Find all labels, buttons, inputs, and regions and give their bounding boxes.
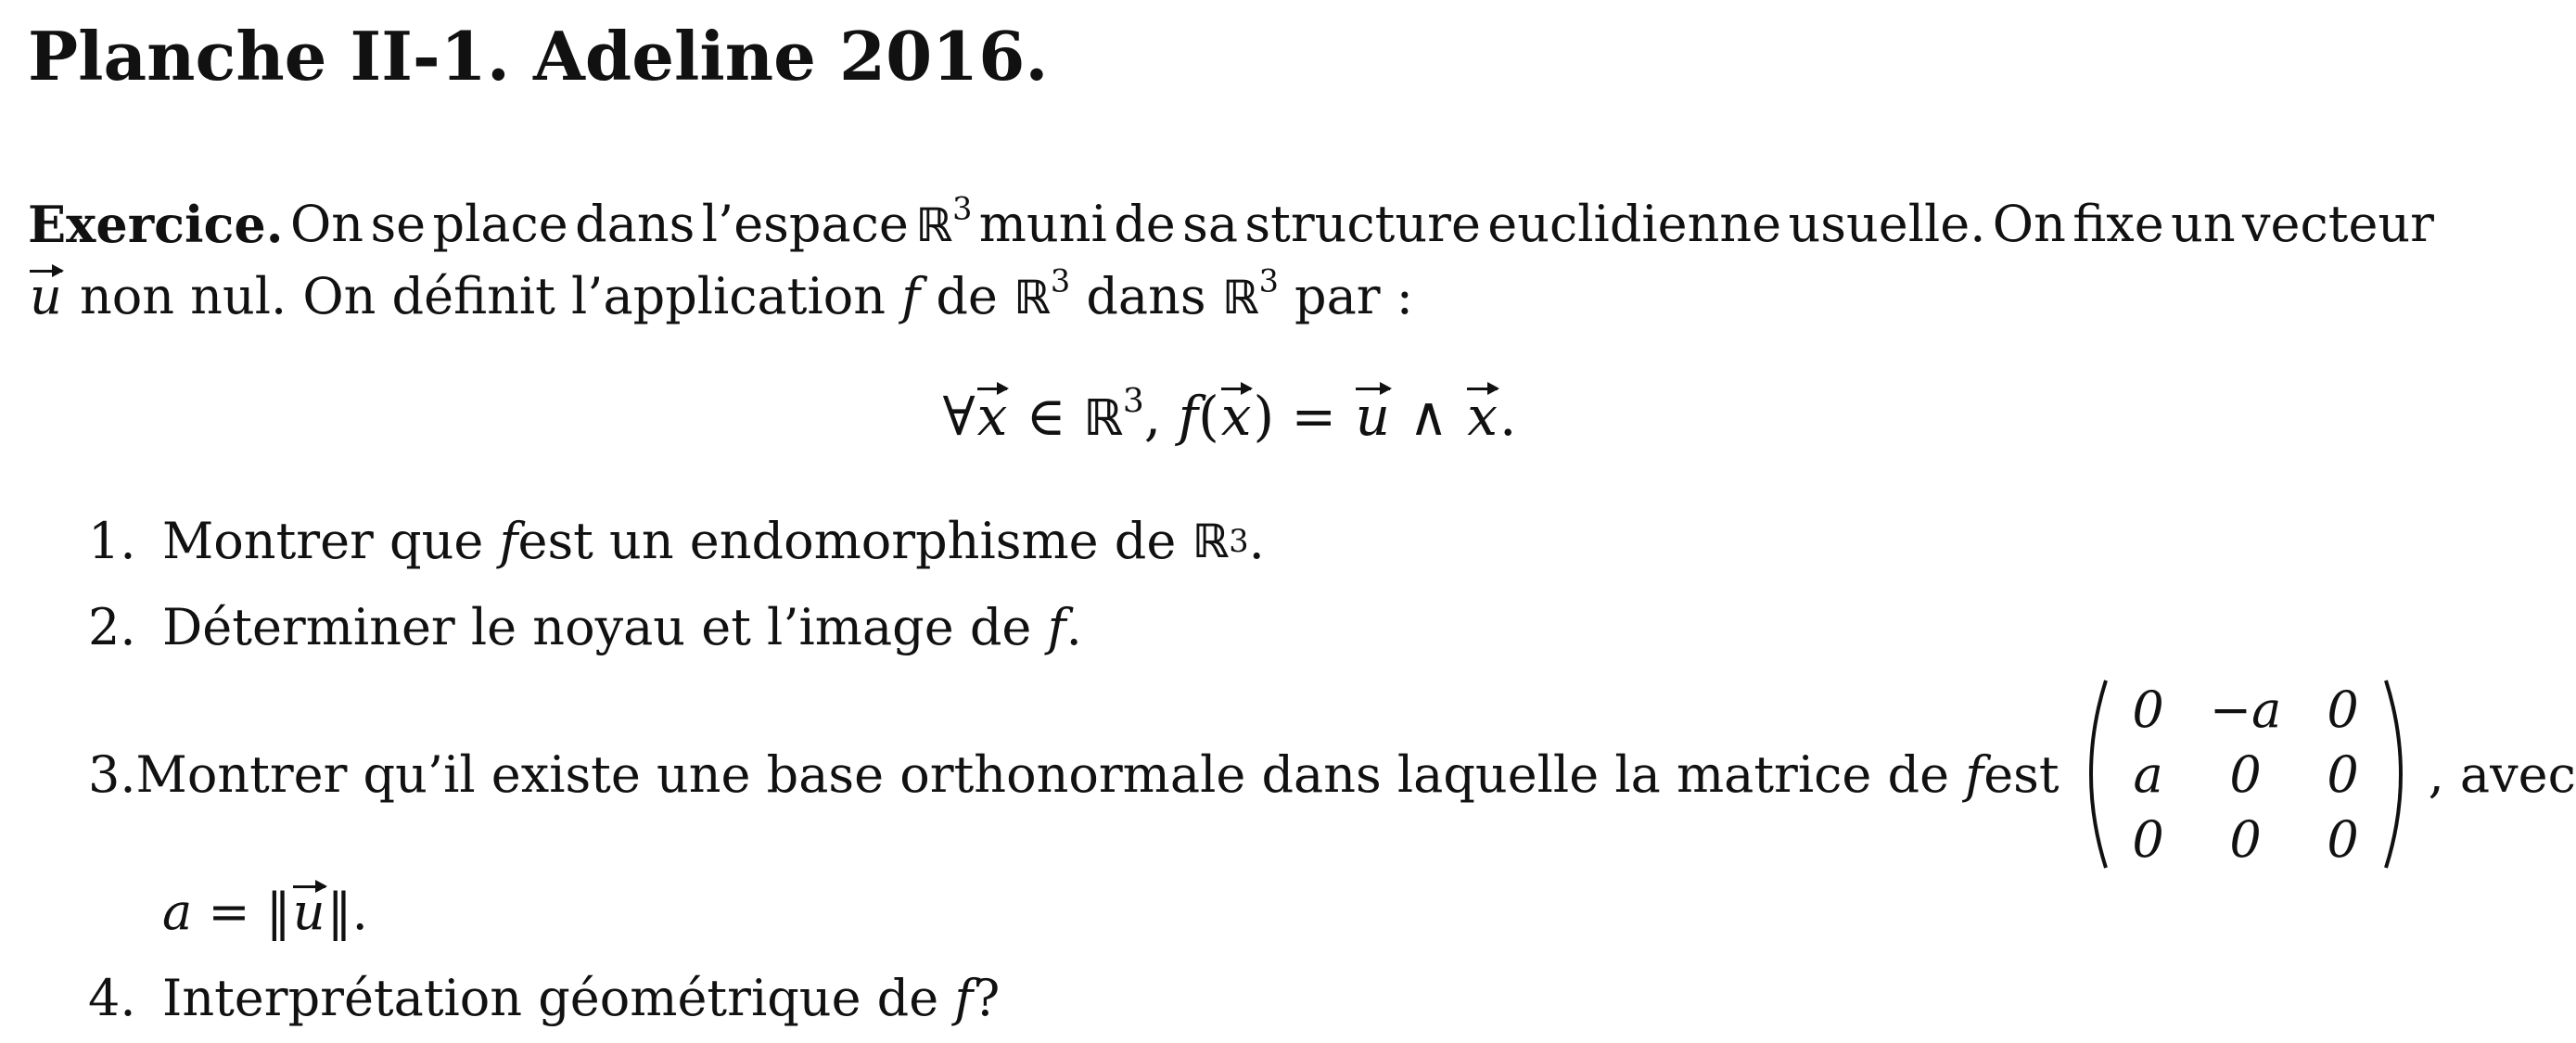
function-f: f	[1047, 598, 1066, 656]
paren: (	[1198, 385, 1219, 448]
word: muni	[978, 195, 1107, 253]
wedge: ∧	[1391, 385, 1466, 448]
vector-u: u	[1355, 385, 1390, 448]
matrix-entry: −a	[2209, 680, 2282, 739]
matrix	[2074, 677, 2417, 871]
word: place	[432, 195, 568, 253]
text: dans	[1070, 267, 1222, 325]
forall-symbol: ∀	[942, 385, 976, 448]
exercise-line-1	[28, 190, 2434, 254]
word: On	[289, 195, 364, 253]
word: structure	[1244, 195, 1481, 253]
question-3	[88, 677, 2576, 871]
function-f: f	[1965, 744, 1984, 804]
text: ‖.	[326, 883, 368, 941]
real-symbol: ℝ	[1192, 514, 1230, 568]
question-3-continuation	[162, 883, 368, 941]
question-4	[88, 969, 1000, 1027]
vector-x: x	[976, 385, 1008, 448]
text: est un endomorphisme de	[517, 512, 1177, 570]
equals: =	[1274, 385, 1354, 448]
text: .	[1248, 512, 1265, 570]
vector-u: u	[292, 883, 325, 941]
matrix-entry: 0	[2327, 744, 2359, 804]
matrix-entry: 0	[2327, 680, 2359, 739]
text: = ‖	[192, 883, 291, 941]
word: l’espace	[701, 195, 909, 253]
comma: ,	[1143, 385, 1179, 448]
real-space-r3: ℝ$^3$	[915, 190, 973, 252]
question-1: 1. Montrer que f est un endomorphisme de ℝ 3 .	[88, 512, 1265, 570]
display-formula	[0, 381, 2459, 448]
word: usuelle.	[1788, 195, 1986, 253]
text: Déterminer le noyau et l’image de	[162, 598, 1032, 656]
word: de	[1114, 195, 1176, 253]
matrix-entry: 0	[2229, 744, 2262, 804]
text: Montrer que	[162, 512, 484, 570]
function-f: f	[901, 267, 921, 325]
matrix-entry: 0	[2132, 680, 2164, 739]
period: .	[1498, 385, 1517, 448]
vector-x: x	[1220, 385, 1252, 448]
text: ?	[973, 969, 1001, 1027]
text: Montrer qu’il existe une base orthonormale dans laquelle la matrice de	[135, 744, 1950, 804]
text: non nul. On définit l’application	[63, 267, 902, 325]
right-paren	[2380, 677, 2417, 871]
text: Interprétation géométrique de	[162, 969, 939, 1027]
page-title: Planche II-1. Adeline 2016.	[28, 17, 1049, 95]
word: dans	[575, 195, 695, 253]
text: par :	[1278, 267, 1413, 325]
matrix-entry: a	[2133, 744, 2163, 804]
word: vecteur	[2242, 195, 2434, 253]
exponent: 3	[1050, 262, 1071, 299]
text: de	[920, 267, 1014, 325]
vector-u: u	[30, 267, 62, 325]
question-number: 3.	[88, 744, 136, 804]
matrix-entry: 0	[2327, 809, 2359, 869]
text: , avec	[2428, 744, 2576, 804]
real-symbol: ℝ	[1221, 271, 1259, 324]
word: fixe	[2072, 195, 2164, 253]
real-symbol: ℝ	[1083, 388, 1123, 447]
text: .	[1065, 598, 1082, 656]
in-symbol: ∈	[1009, 385, 1084, 448]
real-symbol: ℝ	[1014, 271, 1051, 324]
vector-x: x	[1467, 385, 1498, 448]
function-f: f	[954, 969, 974, 1027]
exercise-line-2	[28, 262, 2434, 325]
matrix-grid	[2111, 677, 2380, 871]
word: sa	[1182, 195, 1239, 253]
exponent: 3	[1122, 381, 1144, 420]
function-f: f	[1178, 385, 1199, 448]
left-paren	[2074, 677, 2111, 871]
paren: )	[1253, 385, 1275, 448]
question-number: 4.	[88, 969, 136, 1027]
question-number: 2.	[88, 598, 136, 656]
text: est	[1983, 744, 2060, 804]
word: un	[2171, 195, 2236, 253]
exponent: 3	[1258, 262, 1279, 299]
matrix-entry: 0	[2229, 809, 2262, 869]
exercise-label: Exercice.	[28, 195, 284, 254]
word: se	[370, 195, 427, 253]
function-f: f	[499, 512, 518, 570]
variable-a: a	[162, 883, 193, 941]
word: euclidienne	[1487, 195, 1782, 253]
question-2	[88, 598, 1082, 656]
matrix-entry: 0	[2132, 809, 2164, 869]
question-number: 1.	[88, 512, 136, 570]
word: On	[1992, 195, 2066, 253]
